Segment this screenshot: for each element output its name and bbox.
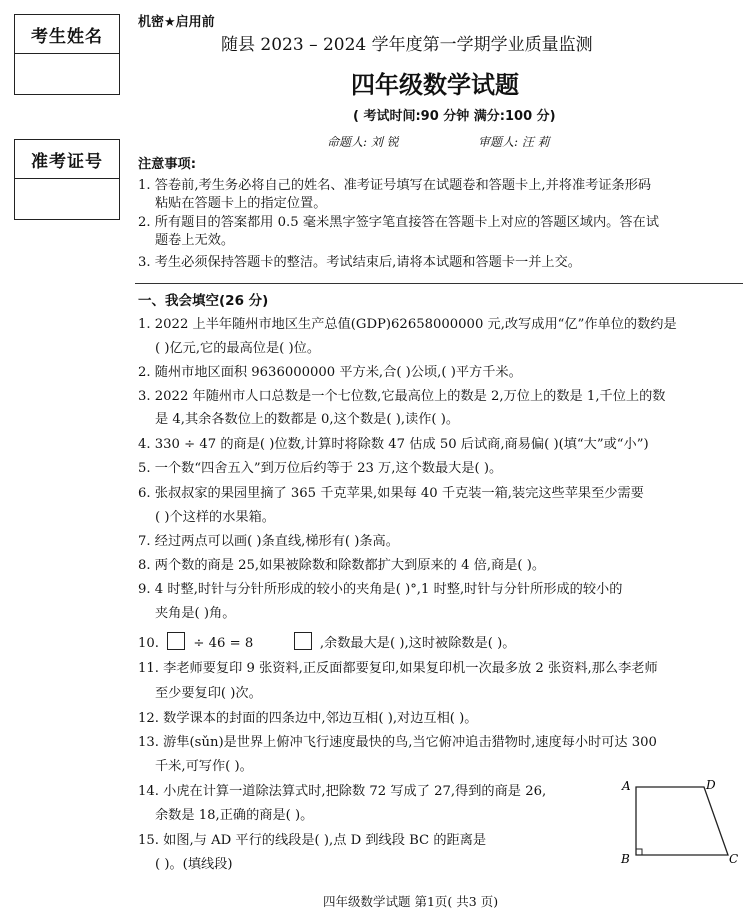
notes-line: 3. 考生必须保持答题卡的整洁。考试结束后,请将本试题和答题卡一并上交。	[138, 255, 581, 270]
question-line: 至少要复印( )次。	[155, 686, 262, 701]
section-heading: 一、我会填空(26 分)	[138, 293, 269, 309]
question-line: 夹角是( )角。	[155, 606, 236, 621]
question-line: 14. 小虎在计算一道除法算式时,把除数 72 写成了 27,得到的商是 26,	[138, 784, 547, 799]
vertex-label-c: C	[729, 852, 739, 866]
question-line: 12. 数学课本的封面的四条边中,邻边互相( ),对边互相( )。	[138, 711, 478, 726]
notes-heading: 注意事项:	[138, 157, 197, 172]
confidential-label: 机密★启用前	[138, 15, 215, 30]
divider	[135, 283, 743, 284]
notes-line: 粘贴在答题卡上的指定位置。	[155, 196, 327, 211]
question-line: 5. 一个数“四舍五入”到万位后约等于 23 万,这个数最大是( )。	[138, 461, 503, 476]
question-number: 10.	[138, 636, 159, 651]
question-line: 4. 330 ÷ 47 的商是( )位数,计算时将除数 47 估成 50 后试商,商易偏( )(填“大”或“小”)	[138, 437, 649, 452]
vertex-label-d: D	[706, 778, 716, 792]
question-10-tail: ,余数最大是( ),这时被除数是( )。	[319, 636, 516, 651]
ticket-box	[14, 139, 120, 220]
name-box	[14, 14, 120, 95]
exam-title: 随县 2023 – 2024 学年度第一学期学业质量监测	[221, 35, 593, 55]
vertex-label-b: B	[621, 852, 630, 866]
blank-square[interactable]	[167, 632, 185, 650]
question-line: 2. 随州市地区面积 9636000000 平方米,合( )公顷,( )平方千米。	[138, 365, 522, 380]
question-line: 6. 张叔叔家的果园里摘了 365 千克苹果,如果每 40 千克装一箱,装完这些苹果至少需要	[138, 486, 644, 501]
question-line: 11. 李老师要复印 9 张资料,正反面都要复印,如果复印机一次最多放 2 张资料,那么李老师	[138, 661, 658, 676]
question-line: 15. 如图,与 AD 平行的线段是( ),点 D 到线段 BC 的距离是	[138, 833, 487, 848]
question-line: 9. 4 时整,时针与分针所形成的较小的夹角是( )°,1 时整,时针与分针所形成的较小的	[138, 582, 623, 597]
question-line: 7. 经过两点可以画( )条直线,梯形有( )条高。	[138, 534, 399, 549]
question-10	[138, 632, 515, 653]
notes-line: 1. 答卷前,考生务必将自己的姓名、准考证号填写在试题卷和答题卡上,并将准考证条形码	[138, 178, 652, 193]
question-line: 3. 2022 年随州市人口总数是一个七位数,它最高位上的数是 2,万位上的数是 1,千位上的数	[138, 389, 666, 404]
blank-square[interactable]	[294, 632, 312, 650]
ticket-field[interactable]	[15, 179, 119, 219]
question-line: 13. 游隼(sǔn)是世界上俯冲飞行速度最快的鸟,当它俯冲追击猎物时,速度每小时可达 300	[138, 735, 657, 750]
exam-info: ( 考试时间:90 分钟 满分:100 分)	[353, 109, 556, 124]
page-footer: 四年级数学试题 第1页( 共3 页)	[323, 894, 499, 909]
name-label: 考生姓名	[15, 15, 119, 54]
question-line: 1. 2022 上半年随州市地区生产总值(GDP)62658000000 元,改写成用“亿”作单位的数约是	[138, 317, 677, 332]
name-field[interactable]	[15, 54, 119, 94]
notes-line: 2. 所有题目的答案都用 0.5 毫米黑字签字笔直接答在答题卡上对应的答题区域内。答在试	[138, 215, 659, 230]
question-line: 8. 两个数的商是 25,如果被除数和除数都扩大到原来的 4 倍,商是( )。	[138, 558, 546, 573]
question-line: 千米,可写作( )。	[155, 759, 253, 774]
right-angle-mark	[636, 849, 642, 855]
ticket-label: 准考证号	[15, 140, 119, 179]
notes-line: 题卷上无效。	[155, 233, 235, 248]
setter-label: 命题人: 刘 锐	[327, 135, 399, 149]
trapezoid-outline	[636, 787, 728, 855]
paper-title: 四年级数学试题	[351, 71, 519, 99]
question-line: 余数是 18,正确的商是( )。	[155, 808, 314, 823]
question-line: 是 4,其余各数位上的数都是 0,这个数是( ),读作( )。	[155, 412, 460, 427]
question-line: ( )亿元,它的最高位是( )位。	[155, 341, 321, 356]
trapezoid-figure	[618, 775, 744, 867]
question-10-expression: ÷ 46 = 8	[193, 636, 254, 651]
vertex-label-a: A	[622, 779, 631, 793]
question-line: ( )。(填线段)	[155, 857, 233, 872]
question-line: ( )个这样的水果箱。	[155, 510, 275, 525]
reviewer-label: 审题人: 汪 莉	[478, 135, 550, 149]
